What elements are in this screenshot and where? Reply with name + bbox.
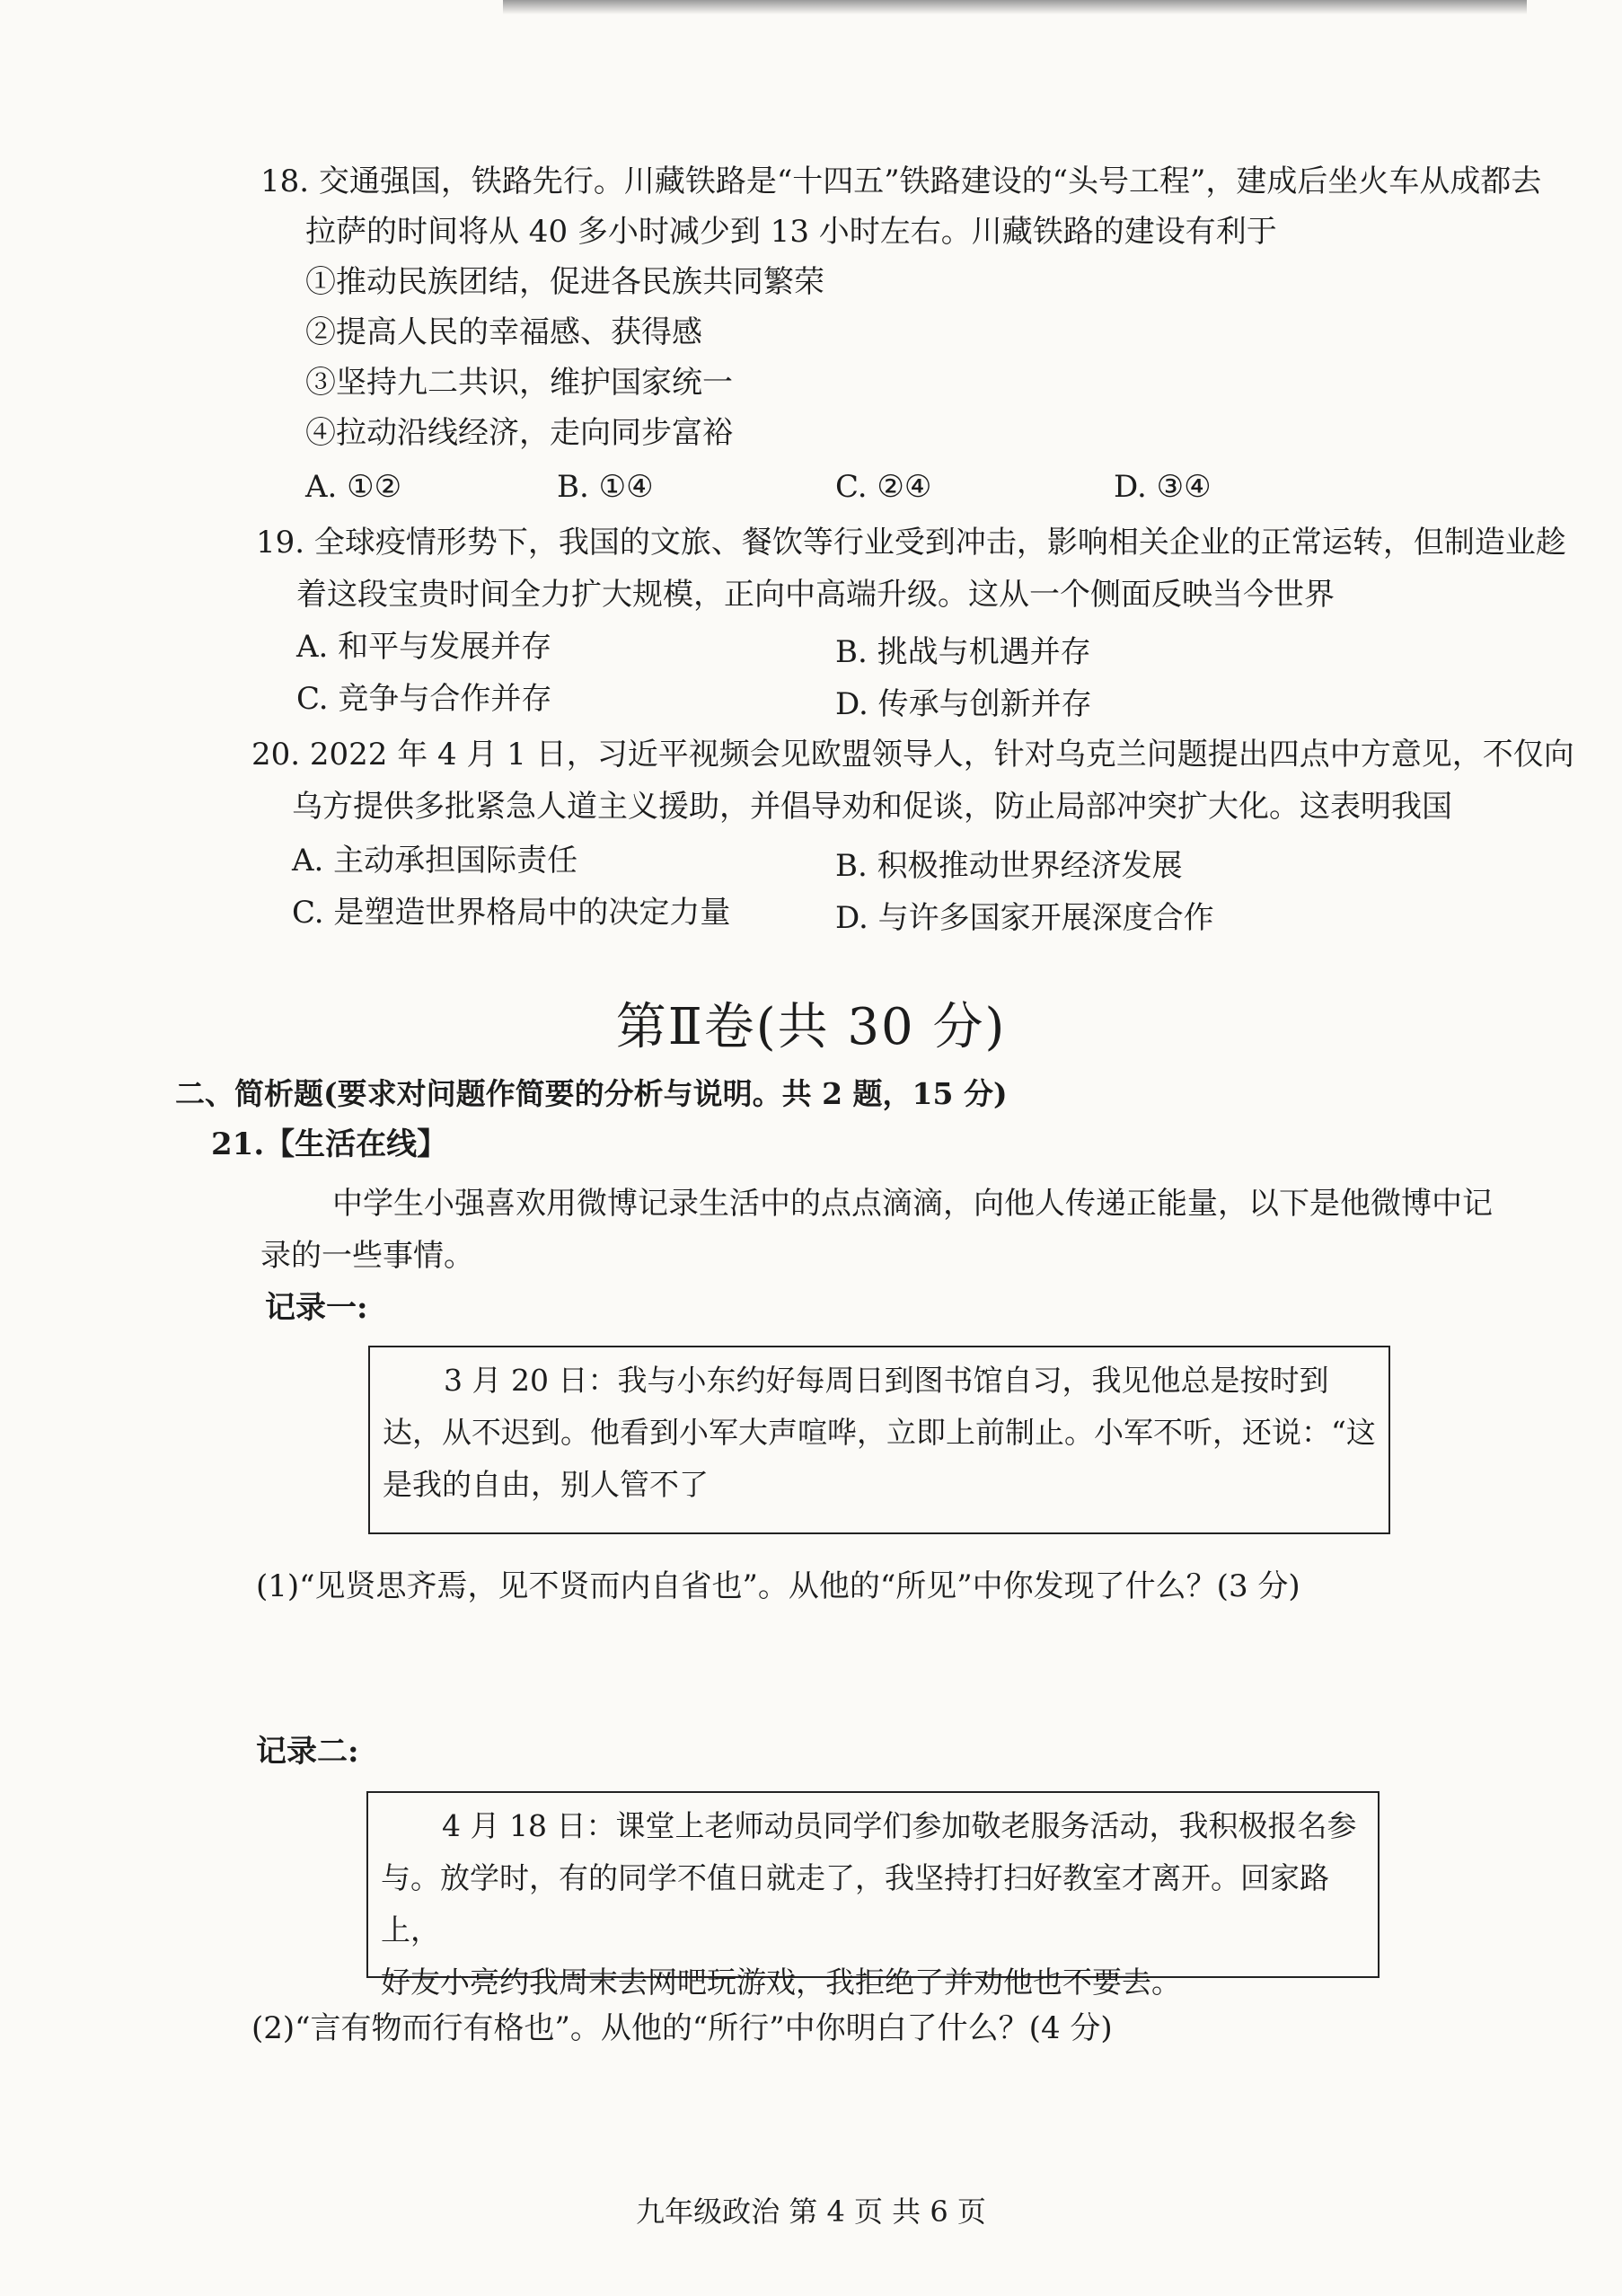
- q18-stem-line2: 拉萨的时间将从 40 多小时减少到 13 小时左右。川藏铁路的建设有利于: [305, 214, 1277, 250]
- part2-title: 第Ⅱ卷(共 30 分): [615, 998, 1007, 1056]
- q18-option-a: A. ①②: [305, 469, 402, 505]
- q20-stem-line1: 20. 2022 年 4 月 1 日，习近平视频会见欧盟领导人，针对乌克兰问题提出四点中方意见，不仅向: [251, 737, 1574, 773]
- q20-option-b: B. 积极推动世界经济发展: [835, 848, 1183, 884]
- record1-box: [368, 1346, 1390, 1534]
- record1-line2: 达，从不迟到。他看到小军大声喧哗，立即上前制止。小军不听，还说：“这: [383, 1415, 1376, 1450]
- q20-option-d: D. 与许多国家开展深度合作: [835, 900, 1214, 936]
- q19-stem-line2: 着这段宝贵时间全力扩大规模，正向中高端升级。这从一个侧面反映当今世界: [296, 577, 1335, 613]
- page-footer: 九年级政治 第 4 页 共 6 页: [636, 2194, 986, 2229]
- q21-label: 21.【生活在线】: [211, 1126, 448, 1162]
- record1-line1: 3 月 20 日：我与小东约好每周日到图书馆自习，我见他总是按时到: [444, 1363, 1329, 1398]
- q18-item-1: ①推动民族团结，促进各民族共同繁荣: [305, 264, 824, 300]
- q18-item-2: ②提高人民的幸福感、获得感: [305, 314, 702, 350]
- record2-line2: 与。放学时，有的同学不值日就走了，我坚持打扫好教室才离开。回家路上，: [381, 1860, 1329, 1947]
- q20-option-a: A. 主动承担国际责任: [292, 843, 578, 879]
- q21-intro-line2: 录的一些事情。: [260, 1238, 474, 1274]
- q19-option-c: C. 竞争与合作并存: [296, 681, 552, 717]
- q19-stem-line1: 19. 全球疫情形势下，我国的文旅、餐饮等行业受到冲击，影响相关企业的正常运转，但制造业趁: [256, 525, 1566, 561]
- record2-box: [366, 1791, 1380, 2000]
- record2-label: 记录二:: [256, 1734, 359, 1770]
- q18-option-d: D. ③④: [1114, 469, 1212, 505]
- q21-intro-line1: 中学生小强喜欢用微博记录生活中的点点滴滴，向他人传递正能量，以下是他微博中记: [332, 1186, 1493, 1222]
- q19-option-a: A. 和平与发展并存: [296, 629, 552, 665]
- q19-option-d: D. 传承与创新并存: [835, 686, 1092, 722]
- q18-option-b: B. ①④: [557, 469, 654, 505]
- record1-label: 记录一:: [265, 1290, 368, 1326]
- q21-sub-question-1: (1)“见贤思齐焉，见不贤而内自省也”。从他的“所见”中你发现了什么？(3 分): [256, 1568, 1300, 1604]
- q20-stem-line2: 乌方提供多批紧急人道主义援助，并倡导劝和促谈，防止局部冲突扩大化。这表明我国: [292, 789, 1452, 825]
- q18-stem-line1: 18. 交通强国，铁路先行。川藏铁路是“十四五”铁路建设的“头号工程”，建成后坐火车从成都去: [260, 163, 1542, 199]
- q20-option-c: C. 是塑造世界格局中的决定力量: [292, 895, 731, 931]
- record1-line3: 是我的自由，别人管不了: [383, 1467, 709, 1502]
- q21-sub-question-2: (2)“言有物而行有格也”。从他的“所行”中你明白了什么？(4 分): [251, 2010, 1113, 2046]
- q19-option-b: B. 挑战与机遇并存: [835, 634, 1091, 670]
- q18-item-3: ③坚持九二共识，维护国家统一: [305, 365, 733, 401]
- record2-line3: 好友小亮约我周末去网吧玩游戏，我拒绝了并劝他也不要去。: [381, 1965, 1181, 2000]
- q18-option-c: C. ②④: [835, 469, 932, 505]
- q18-item-4: ④拉动沿线经济，走向同步富裕: [305, 415, 733, 451]
- record2-line1: 4 月 18 日：课堂上老师动员同学们参加敬老服务活动，我积极报名参: [442, 1808, 1357, 1843]
- section-heading: 二、简析题(要求对问题作简要的分析与说明。共 2 题，15 分): [175, 1076, 1008, 1111]
